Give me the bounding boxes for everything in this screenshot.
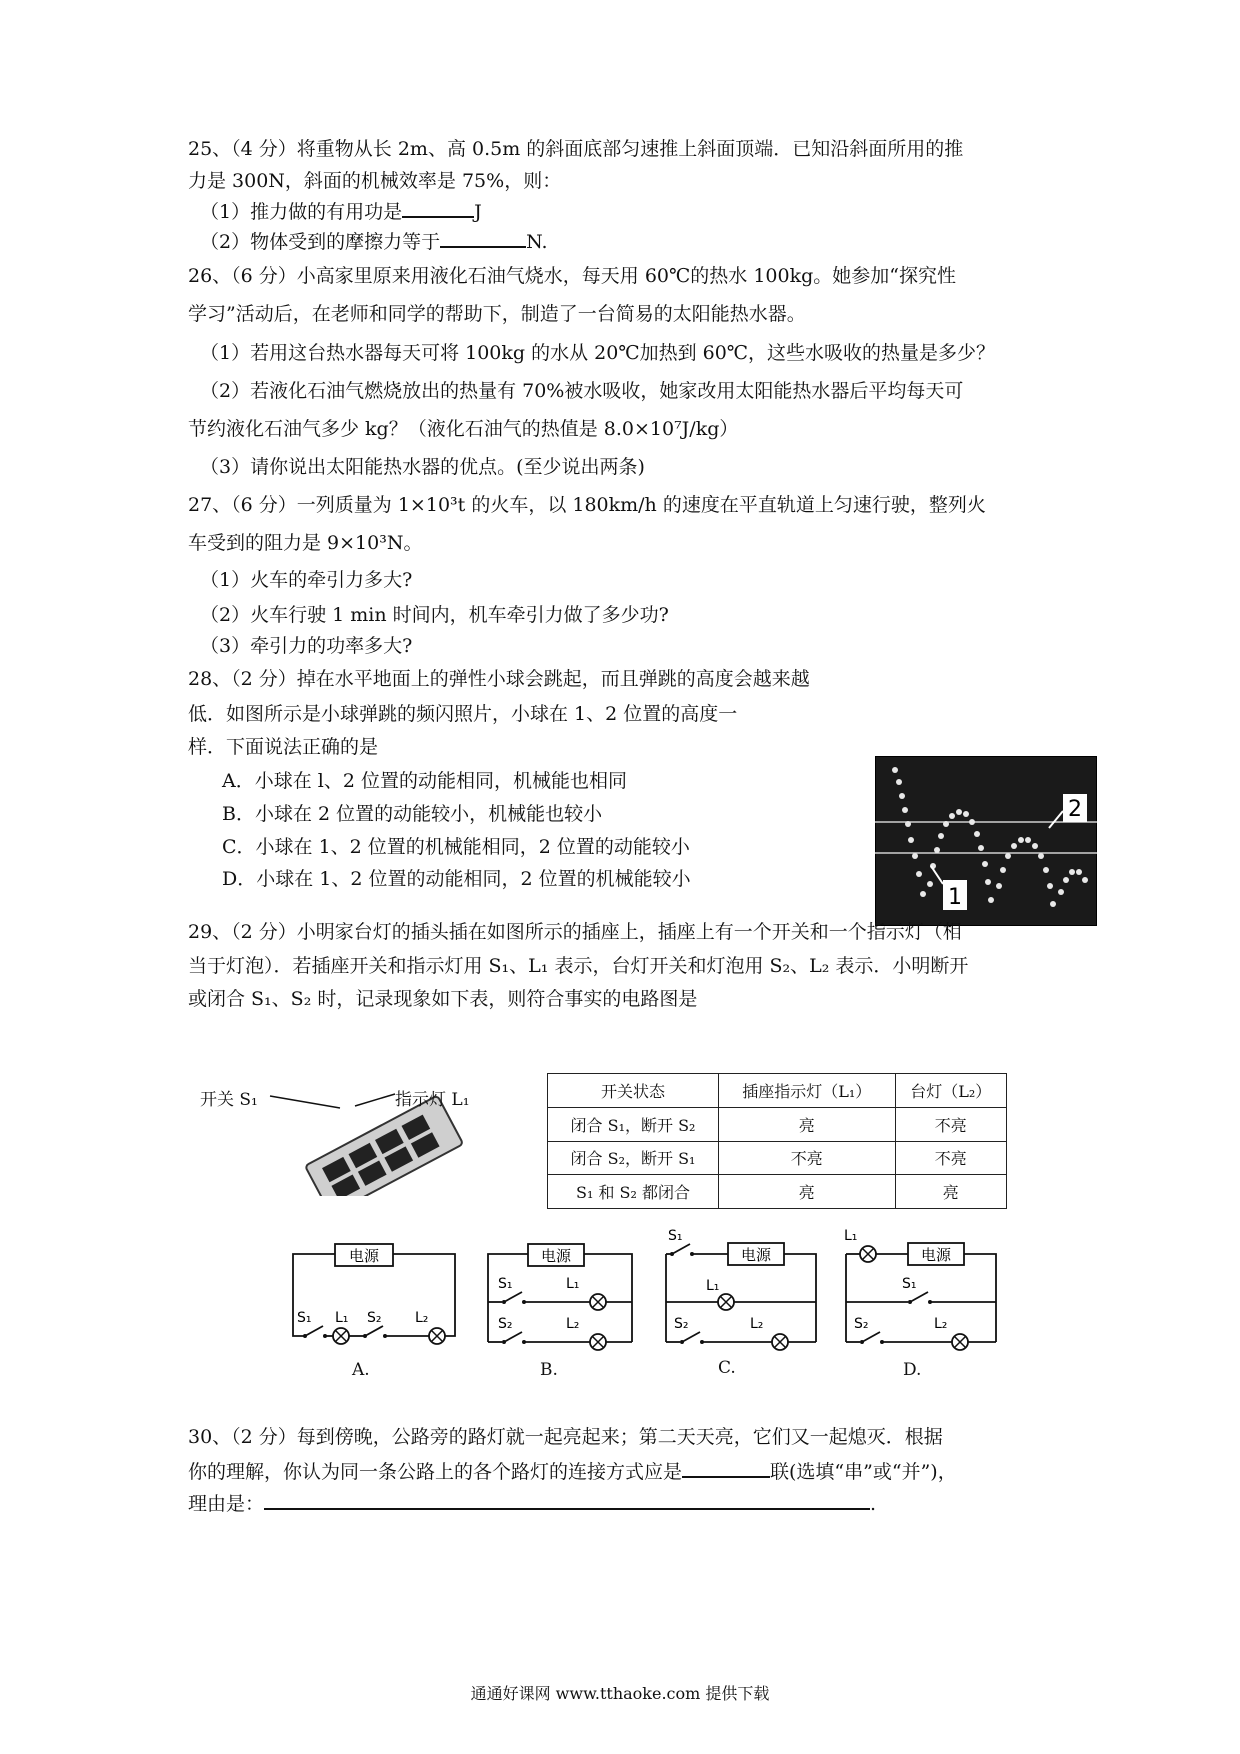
q25-sub2-unit: N. <box>526 231 548 253</box>
power-source-label: 电源 <box>540 1247 572 1265</box>
circuit-c[interactable] <box>658 1224 824 1354</box>
q30-line2-tail: 联(选填“串”或“并”)， <box>770 1461 957 1483</box>
q25-sub2 <box>200 228 548 254</box>
table-header-row <box>548 1074 1007 1108</box>
q27-sub1: （1）火车的牵引力多大? <box>200 569 413 591</box>
table-header: 台灯（L₂） <box>895 1074 1006 1108</box>
table-row <box>548 1141 1007 1175</box>
table-cell: 不亮 <box>895 1141 1006 1175</box>
s1-label: S₁ <box>668 1228 683 1244</box>
q28-option-c[interactable]: C．小球在 1、2 位置的机械能相同，2 位置的动能较小 <box>222 836 690 858</box>
q25-sub2-text: （2）物体受到的摩擦力等于 <box>200 231 441 253</box>
q26-sub2a: （2）若液化石油气燃烧放出的热量有 70%被水吸收，她家改用太阳能热水器后平均每天可 <box>200 380 964 402</box>
l2-label: L₂ <box>934 1316 948 1332</box>
l2-label: L₂ <box>566 1316 580 1332</box>
s2-label: S₂ <box>498 1316 513 1332</box>
photo-label-2: 2 <box>1068 797 1082 822</box>
s1-label: S₁ <box>498 1276 513 1292</box>
circuit-b[interactable] <box>480 1236 640 1356</box>
q25-sub1-unit: J <box>474 201 482 223</box>
q29-line1: 29、（2 分）小明家台灯的插头插在如图所示的插座上，插座上有一个开关和一个指示灯（相 <box>188 921 962 943</box>
circuit-d[interactable] <box>838 1224 1004 1354</box>
table-cell: 亮 <box>895 1175 1006 1209</box>
q29-line2: 当于灯泡）．若插座开关和指示灯用 S₁、L₁ 表示，台灯开关和灯泡用 S₂、L₂ 表示．小明断开 <box>188 955 969 977</box>
q30-line1: 30、（2 分）每到傍晚，公路旁的路灯就一起亮起来；第二天天亮，它们又一起熄灭．根据 <box>188 1426 943 1448</box>
q27-line1: 27、（6 分）一列质量为 1×10³t 的火车，以 180km/h 的速度在平直轨道上匀速行驶，整列火 <box>188 494 986 516</box>
q30-line2-text: 你的理解，你认为同一条公路上的各个路灯的连接方式应是 <box>188 1461 683 1483</box>
table-cell: 亮 <box>719 1175 896 1209</box>
q28-option-a[interactable]: A．小球在 l、2 位置的动能相同，机械能也相同 <box>222 770 627 792</box>
answer-blank[interactable] <box>264 1490 870 1510</box>
q27-sub3: （3）牵引力的功率多大? <box>200 635 413 657</box>
q25-sub1-text: （1）推力做的有用功是 <box>200 201 403 223</box>
q30-reason-label: 理由是： <box>188 1493 265 1515</box>
table-header: 插座指示灯（L₁） <box>719 1074 896 1108</box>
circuit-b-caption[interactable]: B. <box>540 1360 558 1380</box>
power-source-label: 电源 <box>740 1246 772 1264</box>
table-header: 开关状态 <box>548 1074 719 1108</box>
q25-line1: 25、（4 分）将重物从长 2m、高 0.5m 的斜面底部匀速推上斜面顶端．已知沿斜面所用的推 <box>188 138 964 160</box>
q25-line2: 力是 300N，斜面的机械效率是 75%，则： <box>188 170 562 192</box>
q30-line3-end: . <box>870 1493 877 1515</box>
circuit-a-caption[interactable]: A. <box>352 1360 370 1380</box>
s2-label: S₂ <box>854 1316 869 1332</box>
q29-line3: 或闭合 S₁、S₂ 时，记录现象如下表，则符合事实的电路图是 <box>188 988 698 1010</box>
circuit-d-caption[interactable]: D. <box>903 1360 922 1380</box>
q26-sub3: （3）请你说出太阳能热水器的优点。(至少说出两条) <box>200 456 645 478</box>
q30-line2 <box>188 1458 957 1484</box>
q28-option-b[interactable]: B．小球在 2 位置的动能较小，机械能也较小 <box>222 803 603 825</box>
indicator-l1-label: 指示灯 L₁ <box>395 1090 470 1110</box>
s2-label: S₂ <box>674 1316 689 1332</box>
q30-line3 <box>188 1490 876 1516</box>
switch-s1-label: 开关 S₁ <box>200 1090 258 1110</box>
q27-line2: 车受到的阻力是 9×10³N。 <box>188 532 423 554</box>
q26-sub1: （1）若用这台热水器每天可将 100kg 的水从 20℃加热到 60℃，这些水吸收的热量是多少？ <box>200 342 996 364</box>
q26-sub2b: 节约液化石油气多少 kg？（液化石油气的热值是 8.0×10⁷J/kg） <box>188 418 739 440</box>
table-cell: 不亮 <box>895 1107 1006 1141</box>
l1-label: L₁ <box>566 1276 580 1292</box>
circuit-a[interactable] <box>285 1236 463 1356</box>
circuit-c-caption[interactable]: C. <box>718 1358 736 1378</box>
bouncing-ball-photo <box>875 756 1097 926</box>
q28-line2: 低．如图所示是小球弹跳的频闪照片，小球在 1、2 位置的高度一 <box>188 703 738 725</box>
table-cell: 闭合 S₂，断开 S₁ <box>548 1141 719 1175</box>
footer-source: 通通好课网 www.tthaoke.com 提供下载 <box>470 1684 770 1703</box>
l2-label: L₂ <box>415 1310 429 1326</box>
switch-state-table <box>547 1073 1007 1209</box>
l1-label: L₁ <box>844 1228 858 1244</box>
photo-label-1: 1 <box>948 885 962 910</box>
q27-sub2: （2）火车行驶 1 min 时间内，机车牵引力做了多少功? <box>200 604 669 626</box>
table-row <box>548 1107 1007 1141</box>
q26-line2: 学习”活动后，在老师和同学的帮助下，制造了一台简易的太阳能热水器。 <box>188 303 806 325</box>
s2-label: S₂ <box>367 1310 382 1326</box>
q28-line1: 28、（2 分）掉在水平地面上的弹性小球会跳起，而且弹跳的高度会越来越 <box>188 668 810 690</box>
answer-blank[interactable] <box>440 228 526 248</box>
power-source-label: 电源 <box>348 1247 380 1265</box>
answer-blank[interactable] <box>682 1458 770 1478</box>
q28-option-d[interactable]: D．小球在 1、2 位置的动能相同，2 位置的机械能较小 <box>222 868 691 890</box>
q26-line1: 26、（6 分）小高家里原来用液化石油气烧水，每天用 60℃的热水 100kg。她参加“探究性 <box>188 265 956 287</box>
table-cell: S₁ 和 S₂ 都闭合 <box>548 1175 719 1209</box>
q25-sub1 <box>200 198 482 224</box>
table-cell: 亮 <box>719 1107 896 1141</box>
s1-label: S₁ <box>902 1276 917 1292</box>
l2-label: L₂ <box>750 1316 764 1332</box>
l1-label: L₁ <box>335 1310 349 1326</box>
s1-label: S₁ <box>297 1310 312 1326</box>
power-source-label: 电源 <box>920 1246 952 1264</box>
l1-label: L₁ <box>706 1278 720 1294</box>
table-row <box>548 1175 1007 1209</box>
answer-blank[interactable] <box>402 198 474 218</box>
table-cell: 不亮 <box>719 1141 896 1175</box>
table-cell: 闭合 S₁，断开 S₂ <box>548 1107 719 1141</box>
q28-line3: 样．下面说法正确的是 <box>188 736 379 758</box>
